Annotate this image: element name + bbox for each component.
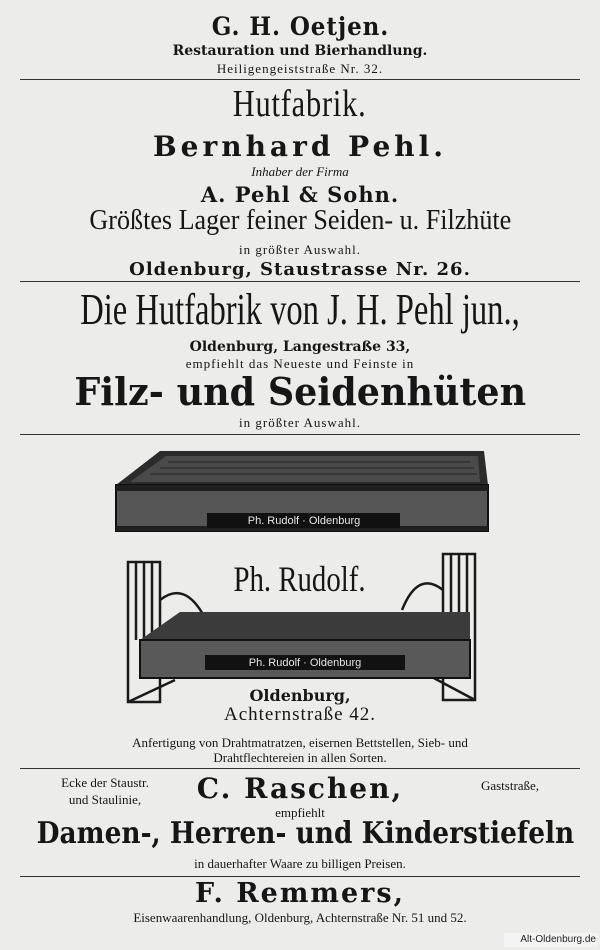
oetjen-business: Restauration und Bierhandlung.	[172, 43, 428, 59]
divider	[20, 876, 580, 877]
oetjen-address: Heiligengeiststraße Nr. 32.	[216, 61, 384, 76]
raschen-name: C. Raschen,	[196, 772, 404, 805]
raschen-recommends: empfiehlt	[275, 805, 325, 820]
rudolf-city: Oldenburg,	[249, 686, 351, 705]
divider	[20, 281, 580, 282]
site-watermark: Alt-Oldenburg.de	[504, 933, 598, 947]
rudolf-desc-line2: Drahtflechtereien in allen Sorten.	[213, 750, 387, 765]
remmers-details: Eisenwaarenhandlung, Oldenburg, Achternstraße Nr. 51 und 52.	[133, 910, 467, 925]
divider	[20, 79, 580, 80]
raschen-left-line2: und Staulinie,	[68, 792, 142, 807]
plate-label-2: Ph. Rudolf · Oldenburg	[248, 657, 362, 669]
raschen-right-address: Gaststraße,	[480, 778, 540, 793]
pehl-slogan: Größtes Lager feiner Seiden- u. Filzhüte	[89, 204, 511, 236]
pehl-address: Oldenburg, Staustrasse Nr. 26.	[129, 259, 471, 280]
rudolf-street: Achternstraße 42.	[223, 704, 377, 725]
oetjen-name: G. H. Oetjen.	[211, 12, 389, 41]
jh-pehl-recommends: empfiehlt das Neueste und Feinste in	[185, 356, 415, 371]
pehl-selection: in größter Auswahl.	[239, 242, 361, 257]
jh-pehl-products: Filz- und Seidenhüten	[74, 369, 526, 414]
pehl-owner-line: Inhaber der Firma	[251, 164, 349, 179]
divider	[20, 434, 580, 435]
jh-pehl-address: Oldenburg, Langestraße 33,	[189, 339, 411, 355]
plate-label-1: Ph. Rudolf · Oldenburg	[247, 515, 361, 527]
divider	[20, 768, 580, 769]
jh-pehl-selection: in größter Auswahl.	[239, 415, 361, 430]
raschen-quality: in dauerhafter Waare zu billigen Preisen.	[194, 856, 406, 871]
pehl-bernhard-name: Bernhard Pehl.	[152, 130, 448, 163]
rudolf-desc-line1: Anfertigung von Drahtmatratzen, eisernen Bettstellen, Sieb- und	[132, 735, 468, 750]
raschen-products: Damen-, Herren- und Kinderstiefeln	[36, 816, 575, 851]
raschen-left-line1: Ecke der Staustr.	[61, 775, 149, 790]
jh-pehl-heading: Die Hutfabrik von J. H. Pehl jun.,	[80, 285, 520, 334]
pehl-hutfabrik-heading: Hutfabrik.	[233, 83, 367, 125]
remmers-name: F. Remmers,	[194, 878, 405, 909]
rudolf-name: Ph. Rudolf.	[233, 559, 367, 599]
pehl-firm-name: A. Pehl & Sohn.	[200, 182, 400, 207]
